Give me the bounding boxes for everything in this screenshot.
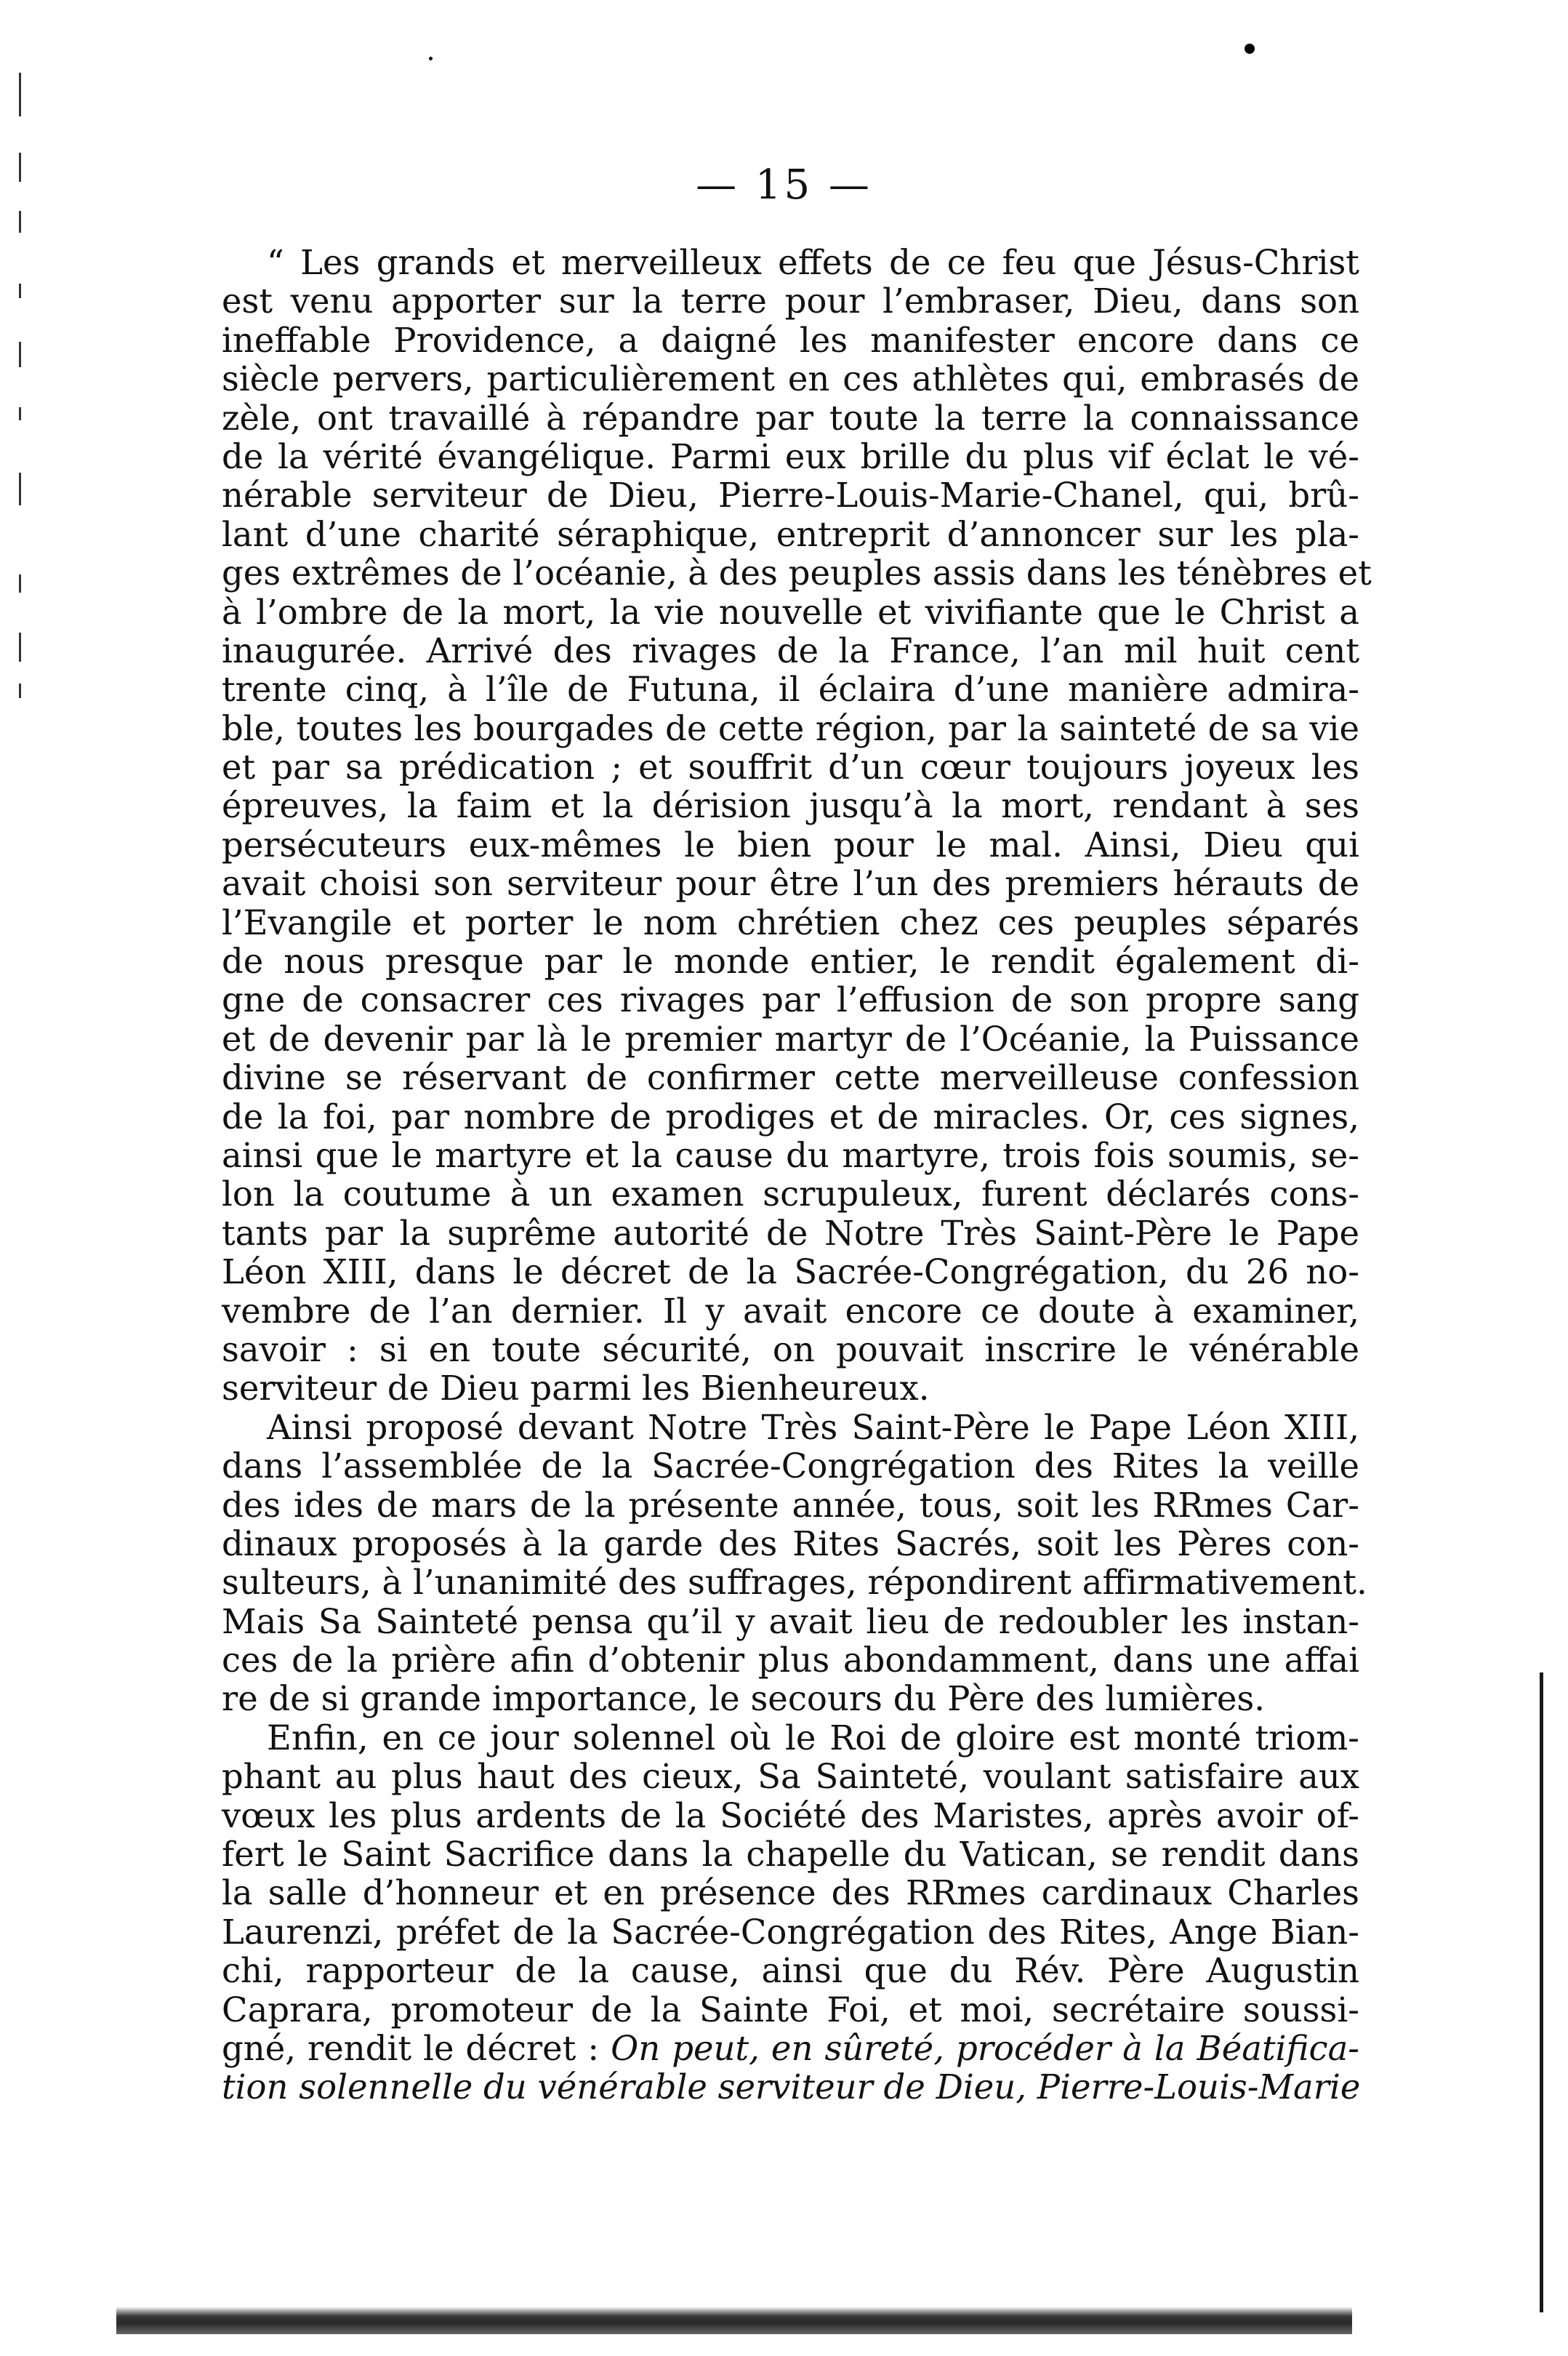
text-line: sulteurs, à l’unanimité des suffrages, répondirent affirmativement. [222,1563,1367,1603]
text-line: trente cinq, à l’île de Futuna, il éclaira d’une manière admira- [222,670,1359,710]
text-line: nérable serviteur de Dieu, Pierre-Louis-Marie-Chanel, qui, brû- [222,476,1359,516]
text-line: vembre de l’an dernier. Il y avait encore ce doute à examiner, [222,1291,1359,1331]
text-line: est venu apporter sur la terre pour l’embraser, Dieu, dans son [222,281,1359,321]
text-line: dans l’assemblée de la Sacrée-Congrégation des Rites la veille [222,1446,1359,1486]
text-line: de la vérité évangélique. Parmi eux brille du plus vif éclat le vé- [222,436,1359,476]
paragraph [222,1407,1367,1719]
text-line: “ Les grands et merveilleux effets de ce feu que Jésus-Christ [267,243,1359,282]
text-line: Laurenzi, préfet de la Sacrée-Congrégation des Rites, Ange Bian- [222,1912,1359,1952]
text-segment: gné, rendit le décret : [222,2028,611,2068]
text-line: Caprara, promoteur de la Sainte Foi, et moi, secrétaire soussi- [222,1990,1359,2030]
text-line: ble, toutes les bourgades de cette région, par la sainteté de sa vie [222,708,1359,748]
text-line: lant d’une charité séraphique, entreprit d’annoncer sur les pla- [222,514,1359,554]
text-line: dinaux proposés à la garde des Rites Sacrés, soit les Pères con- [222,1523,1359,1563]
text-line [222,2030,1359,2068]
text-line: et de devenir par là le premier martyr de l’Océanie, la Puissance [222,1019,1359,1059]
body-text [222,243,1372,2107]
italic-decree-text: On peut, en sûreté, procéder à la Béatifica- [611,2028,1360,2068]
text-line: Léon XIII, dans le décret de la Sacrée-Congrégation, du 26 no- [222,1252,1359,1292]
text-line: inaugurée. Arrivé des rivages de la France, l’an mil huit cent [222,630,1359,670]
text-line: ces de la prière afin d’obtenir plus abondamment, dans une affai [222,1640,1359,1680]
text-line: persécuteurs eux-mêmes le bien pour le mal. Ainsi, Dieu qui [222,825,1359,865]
text-line: Mais Sa Sainteté pensa qu’il y avait lieu de redoubler les instan- [222,1601,1359,1641]
text-line: divine se réservant de confirmer cette merveilleuse confession [222,1058,1359,1098]
text-line: et par sa prédication ; et souffrit d’un cœur toujours joyeux les [222,748,1359,788]
text-line: de nous presque par le monde entier, le rendit également di- [222,942,1359,982]
italic-decree-line: tion solennelle du vénérable serviteur de Dieu, Pierre-Louis-Marie [222,2067,1361,2107]
text-line: vœux les plus ardents de la Société des Maristes, après avoir of- [222,1795,1359,1835]
text-line: siècle pervers, particulièrement en ces athlètes qui, embrasés de [222,359,1359,399]
text-line: à l’ombre de la mort, la vie nouvelle et vivifiante que le Christ a [222,592,1359,632]
text-line: chi, rapporteur de la cause, ainsi que du Rév. Père Augustin [222,1951,1359,1991]
text-line: phant au plus haut des cieux, Sa Sainteté, voulant satisfaire aux [222,1757,1359,1797]
text-line: re de si grande importance, le secours du Père des lumières. [222,1679,1266,1719]
text-line: gne de consacrer ces rivages par l’effusion de son propre sang [222,980,1359,1020]
text-line: de la foi, par nombre de prodiges et de miracles. Or, ces signes, [222,1097,1359,1137]
bottom-edge-rule [116,2307,1352,2334]
text-line: ges extrêmes de l’océanie, à des peuples assis dans les ténèbres et [222,553,1372,593]
text-line: Enfin, en ce jour solennel où le Roi de gloire est monté triom- [267,1718,1359,1758]
paragraph [222,1719,1359,2107]
page-number: — 15 — [696,161,872,209]
text-line: ineffable Providence, a daigné les manifester encore dans ce [222,320,1359,360]
text-line: fert le Saint Sacrifice dans la chapelle du Vatican, se rendit dans [222,1835,1359,1875]
text-line: la salle d’honneur et en présence des RRmes cardinaux Charles [222,1873,1359,1913]
text-line: zèle, ont travaillé à répandre par toute la terre la connaissance [222,398,1359,438]
text-line: Ainsi proposé devant Notre Très Saint-Père le Pape Léon XIII, [267,1407,1359,1447]
paragraph [222,243,1372,1409]
right-margin-rule [1540,1672,1543,2312]
text-line: épreuves, la faim et la dérision jusqu’à la mort, rendant à ses [222,786,1359,826]
ink-speck [1245,44,1255,54]
text-line: serviteur de Dieu parmi les Bienheureux. [222,1369,930,1409]
text-line: tants par la suprême autorité de Notre Très Saint-Père le Pape [222,1213,1359,1253]
ink-speck [429,57,433,60]
text-line: savoir : si en toute sécurité, on pouvait inscrire le vénérable [222,1329,1359,1369]
text-line: lon la coutume à un examen scrupuleux, furent déclarés cons- [222,1174,1359,1214]
text-line: avait choisi son serviteur pour être l’un des premiers hérauts de [222,864,1359,904]
text-line: ainsi que le martyre et la cause du martyre, trois fois soumis, se- [222,1135,1359,1175]
text-line: des ides de mars de la présente année, tous, soit les RRmes Car- [222,1485,1359,1525]
text-line: l’Evangile et porter le nom chrétien chez ces peuples séparés [222,902,1359,942]
